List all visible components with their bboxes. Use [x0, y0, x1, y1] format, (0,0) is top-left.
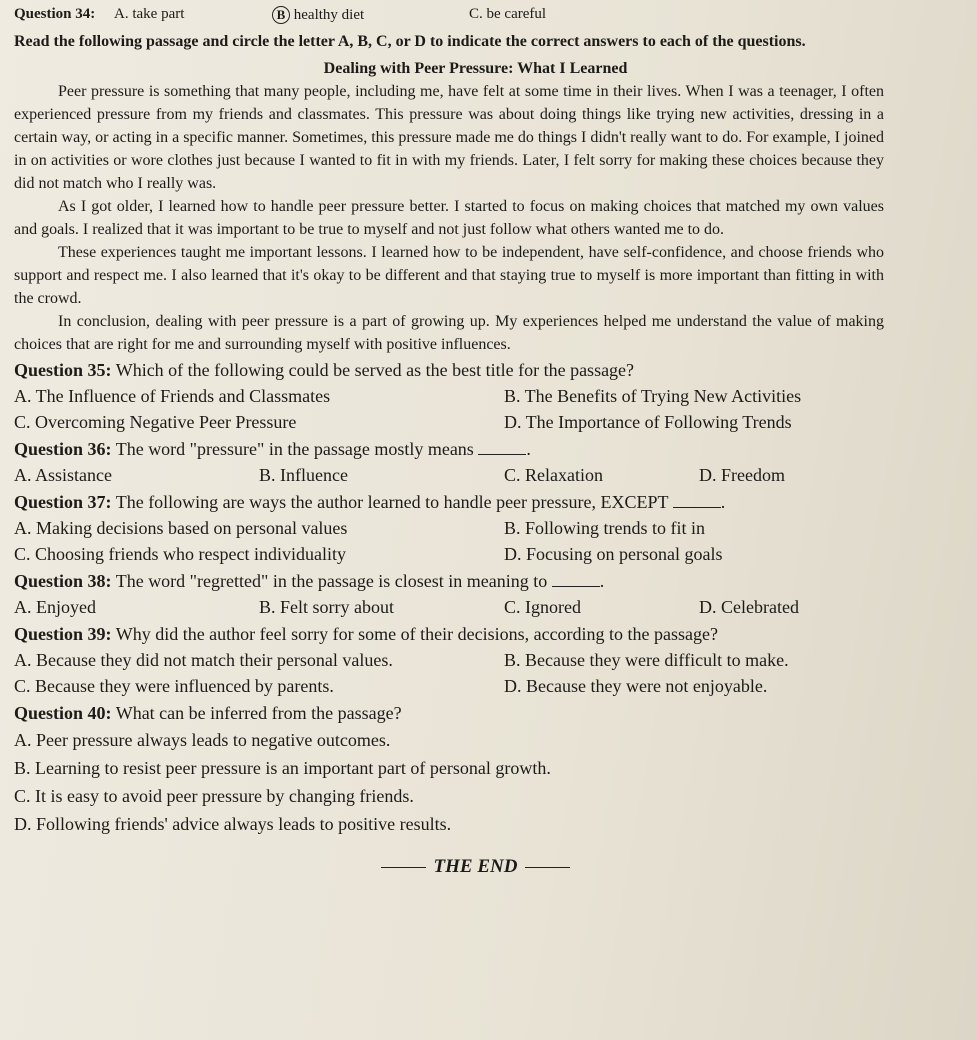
passage-title: Dealing with Peer Pressure: What I Learned: [323, 60, 628, 77]
question-38: Question 38: The word "regretted" in the passage is closest in meaning to .: [14, 571, 605, 591]
passage-paragraph-1: Peer pressure is something that many people, including me, have felt at some time in their lives. When I was a teenager, I often experienced pressure from my friends and classmates. This pressure was about doing things like trying new activities, dressing in a certain way, or acting in a specific manner. Sometimes, this pressure made me do things I didn't really want to do. For example, I joined in on activities or wore clothes just because I wanted to fit in with my friends. Later, I felt sorry for making these choices because they did not match who I really was.: [14, 83, 884, 192]
answer-blank: [478, 454, 526, 455]
question-34-options: [14, 4, 937, 24]
q38-option-b[interactable]: B. Felt sorry about: [259, 597, 394, 617]
q40-option-b[interactable]: B. Learning to resist peer pressure is an important part of personal growth.: [14, 758, 551, 778]
question-38-options: [14, 594, 937, 620]
question-36: Question 36: The word "pressure" in the passage mostly means .: [14, 439, 531, 459]
q34-option-c: C. be careful: [469, 6, 547, 22]
q35-option-d[interactable]: D. The Importance of Following Trends: [504, 412, 792, 432]
divider: [381, 867, 426, 868]
end-marker: [14, 856, 937, 878]
question-35-options-row-1: [14, 383, 937, 409]
answer-blank: [673, 507, 721, 508]
question-35-text: Which of the following could be served as the best title for the passage?: [115, 360, 635, 380]
q35-option-b[interactable]: B. The Benefits of Trying New Activities: [504, 386, 802, 406]
q39-option-a[interactable]: A. Because they did not match their personal values.: [14, 650, 393, 670]
question-37-options-row-2: [14, 541, 937, 567]
question-39-text: Why did the author feel sorry for some of their decisions, according to the passage?: [115, 624, 719, 644]
question-35: [14, 358, 937, 383]
q39-option-d[interactable]: D. Because they were not enjoyable.: [504, 676, 768, 696]
question-39-label: Question 39:: [14, 624, 112, 644]
q39-option-b[interactable]: B. Because they were difficult to make.: [504, 650, 789, 670]
q38-option-d[interactable]: D. Celebrated: [699, 597, 799, 617]
question-37: Question 37: The following are ways the author learned to handle peer pressure, EXCEPT .: [14, 492, 726, 512]
question-37-label: Question 37:: [14, 492, 112, 512]
question-35-label: Question 35:: [14, 360, 112, 380]
q34-option-b: [272, 6, 364, 24]
reading-instruction: Read the following passage and circle the letter A, B, C, or D to indicate the correct answers to each of the questions.: [14, 33, 806, 50]
q37-option-a[interactable]: A. Making decisions based on personal values: [14, 518, 348, 538]
answer-blank: [552, 586, 600, 587]
question-39-options-row-1: [14, 647, 937, 673]
q37-option-c[interactable]: C. Choosing friends who respect individuality: [14, 544, 346, 564]
q38-option-c[interactable]: C. Ignored: [504, 597, 581, 617]
q36-option-b[interactable]: B. Influence: [259, 465, 348, 485]
q35-option-c[interactable]: C. Overcoming Negative Peer Pressure: [14, 412, 297, 432]
question-38-text: The word "regretted" in the passage is closest in meaning to: [115, 571, 548, 591]
passage-paragraph-2: As I got older, I learned how to handle peer pressure better. I started to focus on making choices that matched my own values and goals. I realized that it was important to be true to myself and not just follow what others wanted me to do.: [14, 198, 884, 238]
q40-option-d[interactable]: D. Following friends' advice always leads to positive results.: [14, 814, 452, 834]
question-34-label: Question 34:: [14, 6, 96, 22]
passage-paragraph-3: These experiences taught me important lessons. I learned how to be independent, have self-confidence, and choose friends who support and respect me. I also learned that it's okay to be different and that staying true to myself is more important than fitting in with the crowd.: [14, 244, 884, 307]
q36-option-a[interactable]: A. Assistance: [14, 465, 112, 485]
question-39: [14, 622, 937, 647]
question-36-label: Question 36:: [14, 439, 112, 459]
q38-option-a[interactable]: A. Enjoyed: [14, 597, 96, 617]
q40-option-a[interactable]: A. Peer pressure always leads to negative outcomes.: [14, 730, 391, 750]
question-36-text: The word "pressure" in the passage mostly means: [115, 439, 474, 459]
question-40-label: Question 40:: [14, 703, 112, 723]
q36-option-c[interactable]: C. Relaxation: [504, 465, 603, 485]
q34-option-b-text: healthy diet: [293, 7, 365, 23]
q39-option-c[interactable]: C. Because they were influenced by parents.: [14, 676, 334, 696]
q34-option-a: A. take part: [114, 6, 185, 22]
q40-option-c[interactable]: C. It is easy to avoid peer pressure by changing friends.: [14, 786, 414, 806]
question-37-options-row-1: [14, 515, 937, 541]
question-40: [14, 701, 937, 726]
question-40-text: What can be inferred from the passage?: [115, 703, 402, 723]
end-text: THE END: [433, 856, 518, 877]
question-38-label: Question 38:: [14, 571, 112, 591]
question-35-options-row-2: [14, 409, 937, 435]
divider: [525, 867, 570, 868]
q36-option-d[interactable]: D. Freedom: [699, 465, 785, 485]
circled-answer-mark: B: [272, 6, 290, 24]
q35-option-a[interactable]: A. The Influence of Friends and Classmates: [14, 386, 331, 406]
question-39-options-row-2: [14, 673, 937, 699]
q37-option-b[interactable]: B. Following trends to fit in: [504, 518, 706, 538]
passage-paragraph-4: In conclusion, dealing with peer pressure is a part of growing up. My experiences helped me understand the value of making choices that are right for me and surrounding myself with positive influences.: [14, 313, 884, 353]
question-37-text: The following are ways the author learned to handle peer pressure, EXCEPT: [115, 492, 669, 512]
q37-option-d[interactable]: D. Focusing on personal goals: [504, 544, 723, 564]
question-36-options: [14, 462, 937, 488]
